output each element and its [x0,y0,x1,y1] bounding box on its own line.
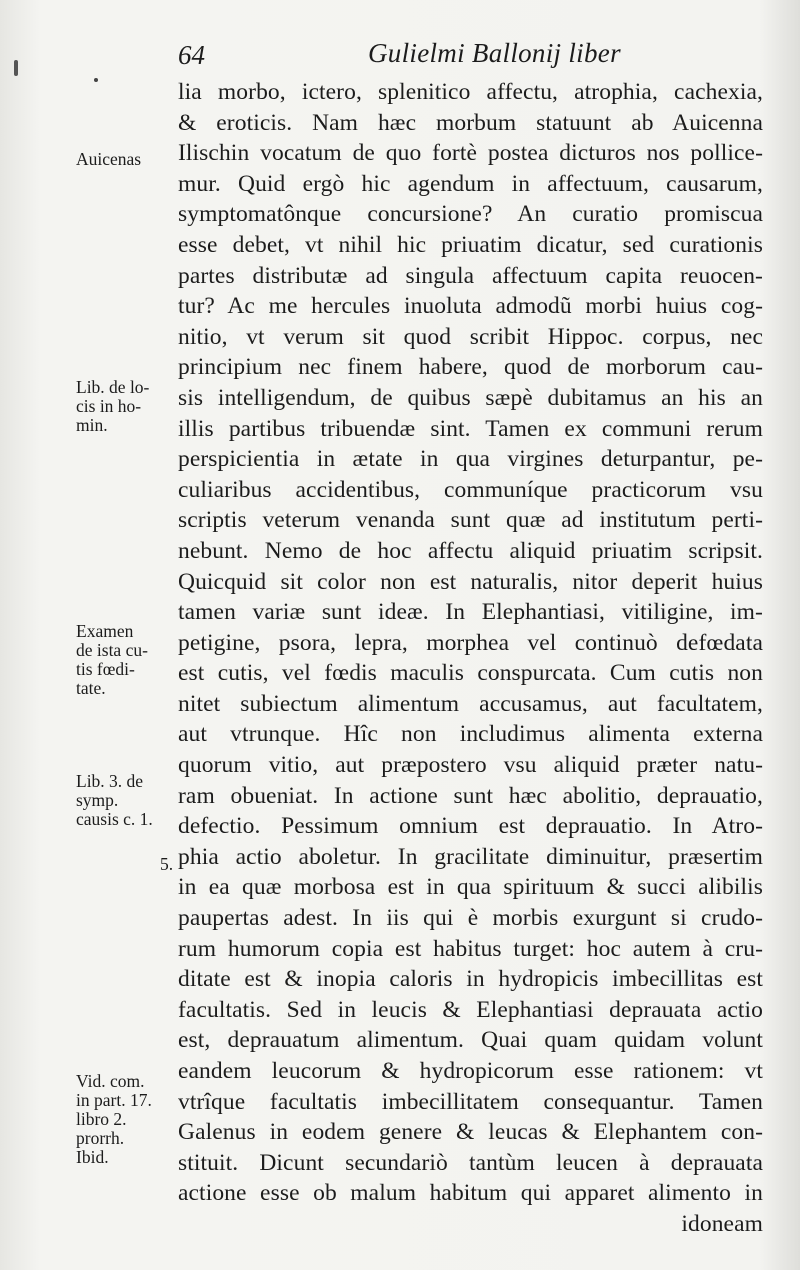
text-line: lia morbo, ictero, splenitico affectu, atrophia, cachexia, [178,79,763,105]
page-edge-mark [14,60,18,76]
text-line: petigine, psora, lepra, morphea vel continuò defœdata [178,629,763,656]
margin-note-vid-com [76,1072,176,1167]
text-line: aut vtrunque. Hîc non includimus alimenta externa [178,721,763,748]
margin-note-line: symp. [76,790,119,810]
text-line: rum humorum copia est habitus turget: hoc autem à cru- [178,935,763,962]
text-line: est, deprauatum alimentum. Quai quam quidam volunt [178,1027,763,1054]
margin-note-line: Lib. de lo- [76,377,150,397]
text-line: vtrîque facultatis imbecillitatem consequantur. Tamen [178,1088,763,1115]
text-line: scriptis veterum venanda sunt quæ ad institutum perti- [178,507,763,534]
margin-note-number [160,855,260,874]
text-line: idoneam [681,1210,763,1237]
text-line: nebunt. Nemo de hoc affectu aliquid priuatim scripsit. [178,537,763,564]
text-line: ditate est & inopia caloris in hydropicis imbecillitas est [178,966,763,993]
margin-note-lib-de-locis [76,378,176,435]
margin-note-line: tis fœdi- [76,659,135,679]
text-line: nitio, vt verum sit quod scribit Hippoc. corpus, nec [178,323,763,350]
text-line: Quicquid sit color non est naturalis, nitor deperit huius [178,568,763,595]
text-line: quorum vitio, aut præpostero vsu aliquid præter natu- [178,752,763,779]
text-line: esse debet, vt nihil hic priuatim dicatur, sed curationis [178,231,763,258]
margin-note-line: de ista cu- [76,640,148,660]
text-line: in ea quæ morbosa est in qua spirituum & succi alibilis [178,874,763,901]
margin-note-line: min. [76,415,108,435]
text-line: principium nec finem habere, quod de morborum cau- [178,354,763,381]
margin-note-line: Vid. com. [76,1071,145,1091]
text-line: facultatis. Sed in leucis & Elephantiasi deprauata actio [178,996,763,1023]
text-line: eandem leucorum & hydropicorum esse rationem: vt [178,1058,763,1084]
margin-note-lib-3-symp [76,772,176,829]
margin-note-line: Auicenas [76,149,142,169]
page-header [178,30,760,70]
text-line: nitet subiectum alimentum accusamus, aut facultatem, [178,690,763,717]
text-line: stituit. Dicunt secundariò tantùm leucen à deprauata [178,1149,763,1176]
margin-note-line: cis in ho- [76,396,142,416]
margin-note-examen [76,622,176,698]
text-line: & eroticis. Nam hæc morbum statuunt ab Auicenna [178,109,763,136]
text-line: sis intelligendum, de quibus sæpè dubitamus an his an [178,384,763,411]
margin-note-line: Examen [76,621,134,641]
margin-note-line: tate. [76,678,106,698]
text-line: Galenus in eodem genere & leucas & Elephantem con- [178,1119,763,1146]
text-line: mur. Quid ergò hic agendum in affectuum, causarum, [178,170,763,197]
margin-note-auicenas [76,150,176,169]
page-number: 64 [178,40,205,70]
text-line: actione esse ob malum habitum qui apparet alimento in [178,1180,763,1207]
margin-note-line: 5. [160,854,174,874]
running-title: Gulielmi Ballonij liber [368,38,621,68]
text-line: ram obueniat. In actione sunt hæc abolitio, deprauatio, [178,782,763,809]
margin-note-line: in part. 17. [76,1090,152,1110]
text-line: illis partibus tribuendæ sint. Tamen ex communi rerum [178,415,763,442]
margin-note-line: Ibid. [76,1147,109,1167]
margin-note-line: Lib. 3. de [76,771,144,791]
text-line: phia actio aboletur. In gracilitate diminuitur, præsertim [178,843,763,870]
text-line: paupertas adest. In iis qui è morbis exurgunt si crudo- [178,905,763,932]
text-line: Ilischin vocatum de quo fortè postea dicturos nos pollice- [178,140,763,167]
margin-note-line: prorrh. [76,1128,125,1148]
body-text [178,77,763,1240]
text-line: perspicientia in ætate in qua virgines deturpantur, pe- [178,446,763,473]
text-line: tur? Ac me hercules inuoluta admodũ morbi huius cog- [178,293,763,320]
margin-note-line: libro 2. [76,1109,127,1129]
text-line: est cutis, vel fœdis maculis conspurcata. Cum cutis non [178,660,763,687]
margin-note-line: causis c. 1. [76,809,153,829]
text-line: partes distributæ ad singula affectuum capita reuocen- [178,262,763,289]
ink-dot [94,78,98,82]
text-line: defectio. Pessimum omnium est deprauatio. In Atro- [178,813,763,840]
text-line: tamen variæ sunt ideæ. In Elephantiasi, vitiligine, im- [178,599,763,626]
text-line: symptomatônque concursione? An curatio promiscua [178,201,763,228]
text-line: culiaribus accidentibus, communíque practicorum vsu [178,476,763,503]
